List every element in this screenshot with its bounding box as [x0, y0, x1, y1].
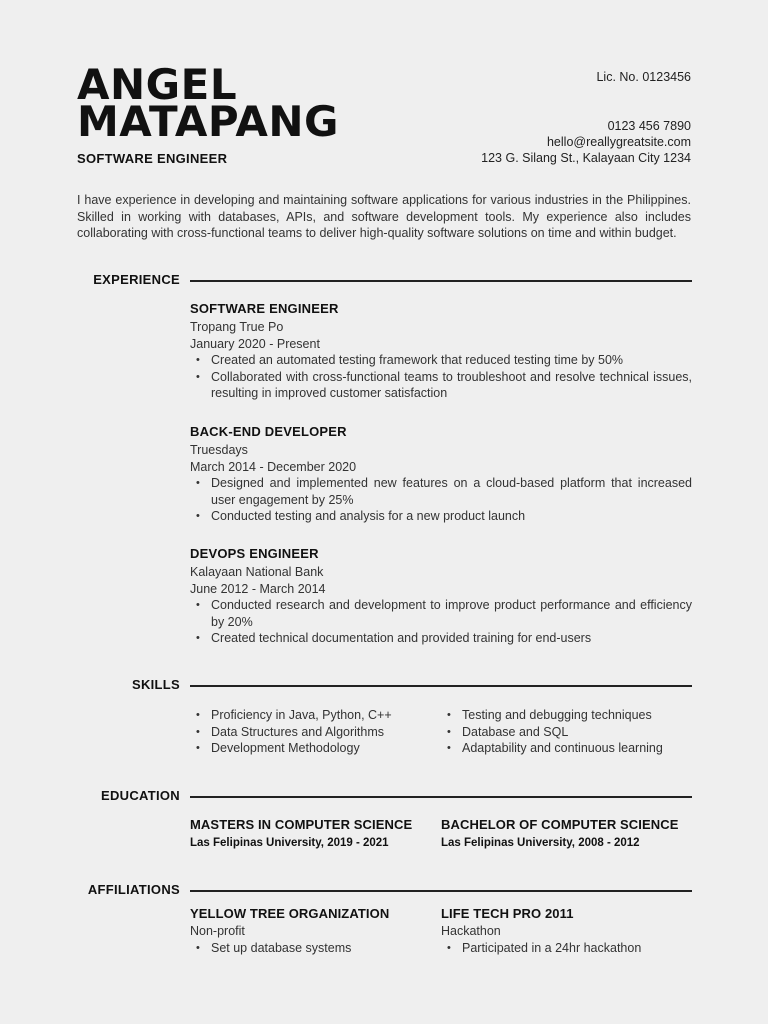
section-divider [190, 280, 692, 282]
skill-item: • Testing and debugging techniques [462, 707, 692, 724]
contact-block [481, 70, 691, 166]
affiliation-entry [190, 905, 440, 957]
employment-dates: January 2020 - Present [190, 336, 320, 351]
company-name: Kalayaan National Bank [190, 565, 324, 579]
skill-item: • Proficiency in Java, Python, C++ [211, 707, 440, 724]
affiliation-entry [441, 905, 692, 957]
experience-entry [190, 545, 692, 647]
education-entry [441, 816, 692, 852]
email-address: hello@reallygreatsite.com [546, 135, 691, 149]
degree-title: MASTERS IN COMPUTER SCIENCE [190, 817, 413, 832]
section-divider [190, 685, 692, 687]
position-title: BACK-END DEVELOPER [190, 424, 347, 439]
candidate-name [77, 60, 339, 146]
school-and-years: Las Felipinas University, 2008 - 2012 [441, 837, 640, 849]
achievement-item: • Collaborated with cross-functional teams to troubleshoot and resolve technical issues, resulting in improved customer satisfaction [211, 369, 692, 402]
license-number: Lic. No. 0123456 [596, 70, 691, 84]
achievement-item: • Created an automated testing framework that reduced testing time by 50% [211, 352, 692, 369]
position-title: SOFTWARE ENGINEER [190, 301, 339, 316]
company-name: Truesdays [190, 443, 248, 457]
profile-summary: I have experience in developing and maintaining software applications for various industries in the Philippines. Skilled in working with databases, APIs, and software development tools. My experience also includes collaborating with cross-functional teams to deliver high-quality software solutions on time and within budget. [77, 193, 691, 240]
phone-number: 0123 456 7890 [607, 119, 691, 133]
experience-entry [190, 300, 692, 402]
section-label: EDUCATION [100, 788, 180, 803]
skills-section-header [0, 677, 692, 693]
employment-dates: March 2014 - December 2020 [190, 459, 357, 474]
section-divider [190, 890, 692, 892]
organization-type: Non-profit [190, 924, 245, 938]
section-label: EXPERIENCE [93, 272, 180, 287]
section-label: SKILLS [131, 677, 180, 692]
affiliations-section-header [0, 882, 692, 898]
affiliation-item: • Set up database systems [211, 940, 440, 957]
skills-list-right [441, 707, 692, 757]
school-and-years: Las Felipinas University, 2019 - 2021 [190, 837, 389, 849]
first-name: ANGEL [77, 60, 238, 109]
organization-type: Hackathon [441, 924, 501, 938]
skill-item: • Data Structures and Algorithms [211, 724, 440, 741]
employment-dates: June 2012 - March 2014 [190, 581, 326, 596]
section-label: AFFILIATIONS [87, 882, 180, 897]
degree-title: BACHELOR OF COMPUTER SCIENCE [441, 817, 679, 832]
skill-item: • Development Methodology [211, 740, 440, 757]
experience-section-header [0, 272, 692, 288]
street-address: 123 G. Silang St., Kalayaan City 1234 [481, 151, 691, 165]
education-entry [190, 816, 440, 852]
company-name: Tropang True Po [190, 320, 284, 334]
skill-item: • Database and SQL [462, 724, 692, 741]
skill-item: • Adaptability and continuous learning [462, 740, 692, 757]
organization-name: YELLOW TREE ORGANIZATION [190, 906, 390, 921]
achievement-item: • Created technical documentation and provided training for end-users [211, 630, 692, 647]
achievement-item: • Conducted research and development to improve product performance and efficiency by 20% [211, 597, 692, 630]
education-section-header [0, 788, 692, 804]
achievement-item: • Designed and implemented new features on a cloud-based platform that increased user engagement by 25% [211, 475, 692, 508]
organization-name: LIFE TECH PRO 2011 [441, 906, 574, 921]
position-title: DEVOPS ENGINEER [190, 546, 319, 561]
last-name: MATAPANG [77, 97, 339, 146]
experience-entry [190, 423, 692, 525]
achievement-item: • Conducted testing and analysis for a new product launch [211, 508, 692, 525]
skills-list-left [190, 707, 440, 757]
job-title: SOFTWARE ENGINEER [77, 151, 228, 166]
affiliation-item: • Participated in a 24hr hackathon [462, 940, 692, 957]
section-divider [190, 796, 692, 798]
